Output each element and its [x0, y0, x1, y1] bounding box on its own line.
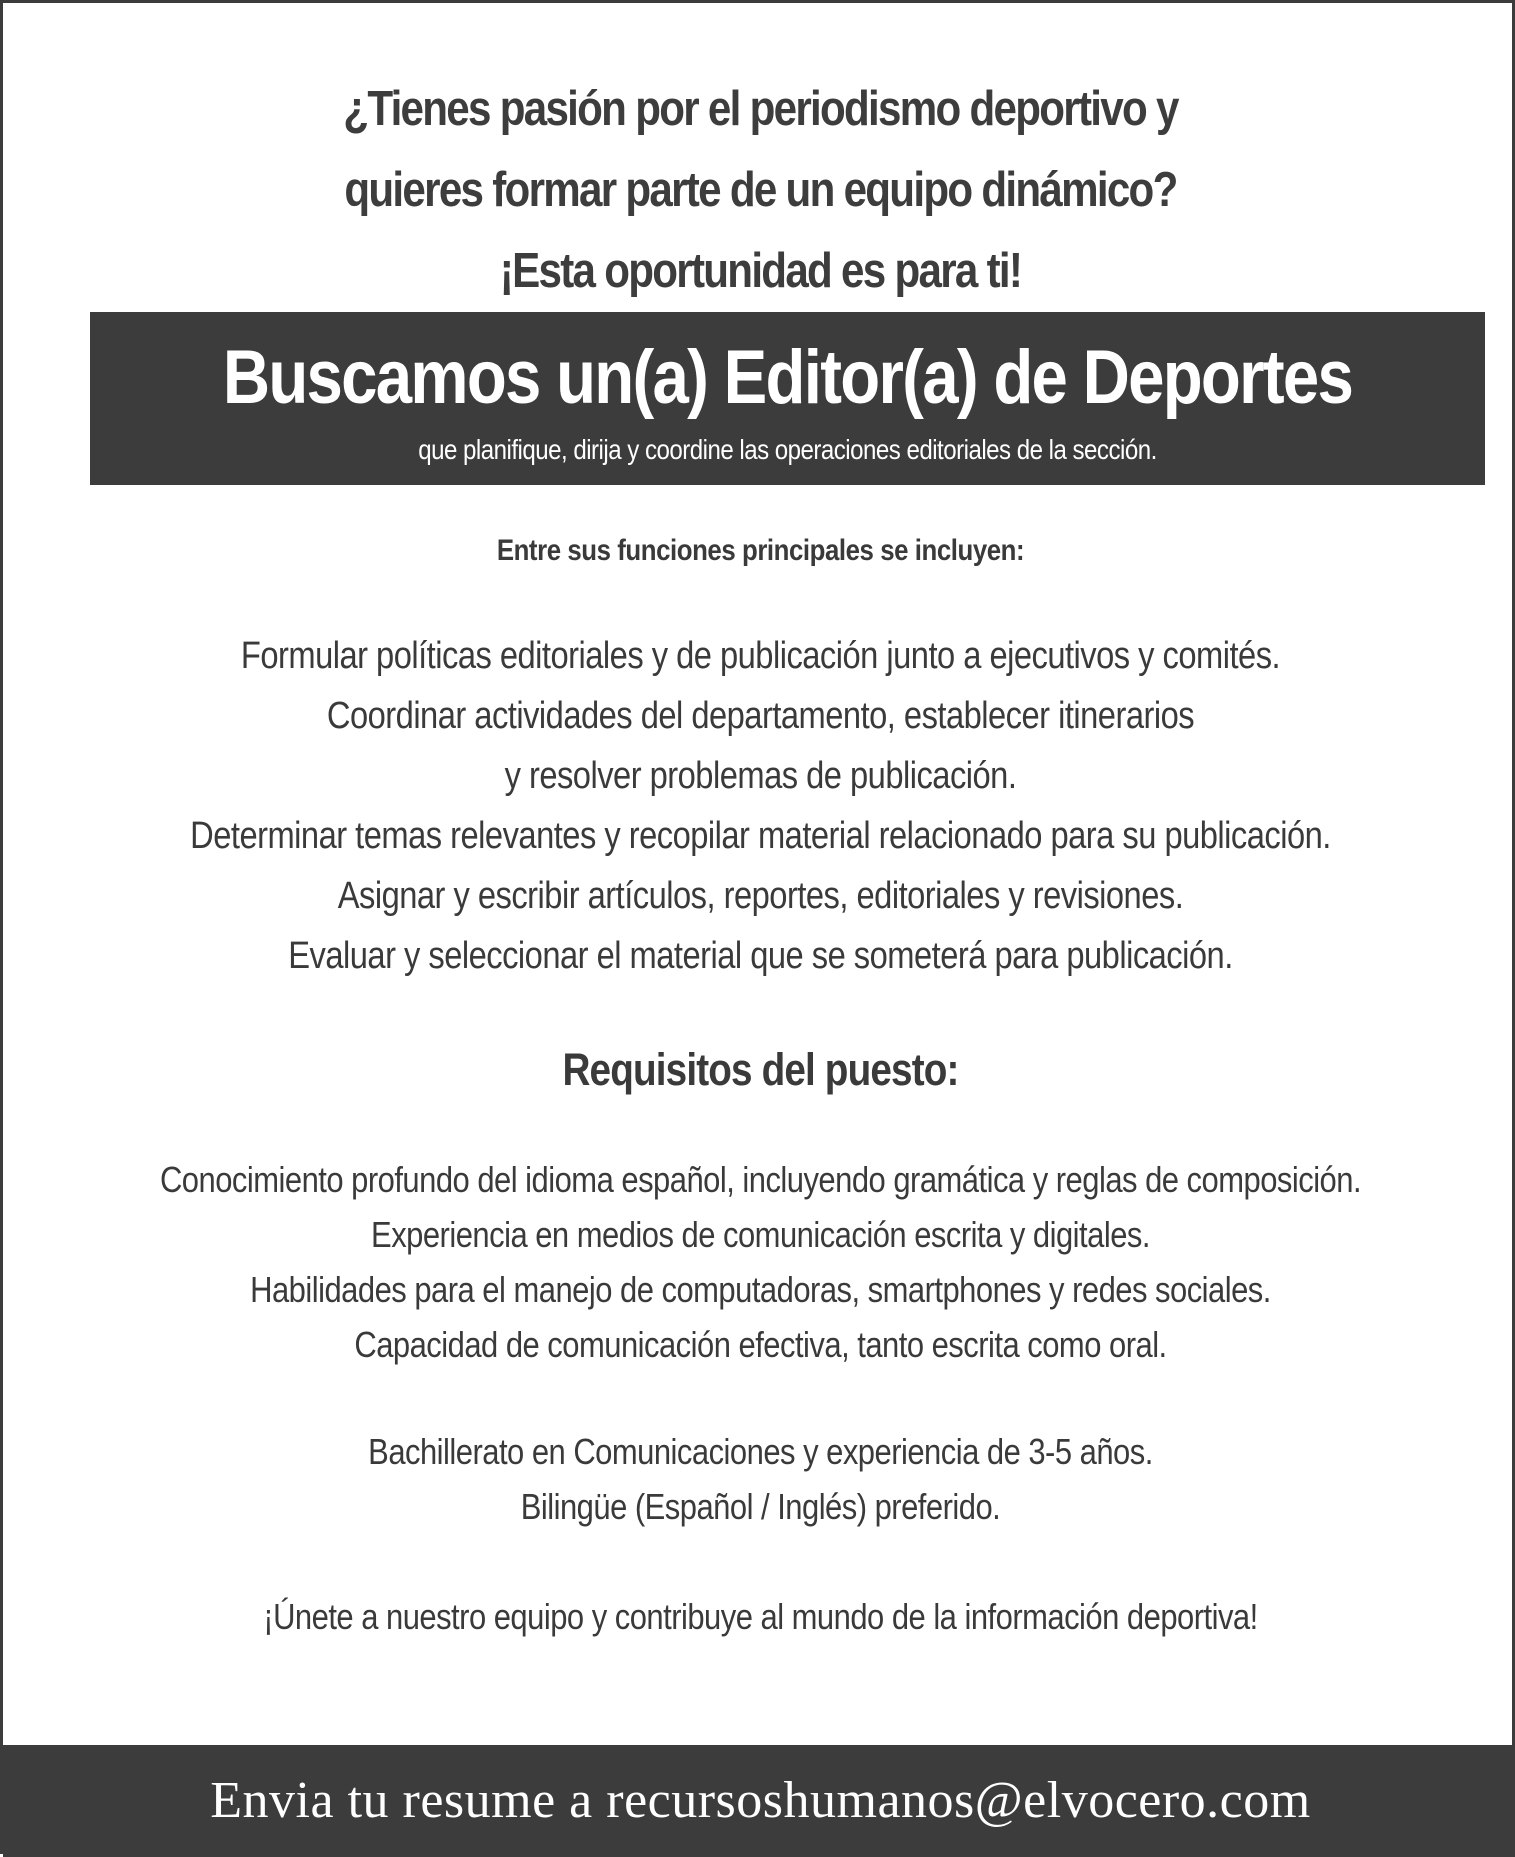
function-item: Evaluar y seleccionar el material que se someterá para publicación.	[288, 935, 1233, 977]
requirement-item: Capacidad de comunicación efectiva, tanto escrita como oral.	[354, 1324, 1167, 1365]
intro-line: ¡Esta oportunidad es para ti!	[499, 244, 1022, 298]
requirements-heading: Requisitos del puesto:	[562, 1044, 959, 1095]
functions-section	[3, 531, 1515, 571]
education-item: Bachillerato en Comunicaciones y experiencia de 3-5 años.	[368, 1431, 1153, 1472]
intro-line: quieres formar parte de un equipo dinámico?	[344, 163, 1177, 217]
job-subtitle: que planifique, dirija y coordine las operaciones editoriales de la sección.	[418, 434, 1157, 465]
functions-heading: Entre sus funciones principales se incluyen:	[496, 534, 1025, 567]
education-item: Bilingüe (Español / Inglés) preferido.	[520, 1486, 1001, 1527]
functions-list	[3, 626, 1515, 986]
closing-section	[3, 1589, 1515, 1644]
function-item: y resolver problemas de publicación.	[504, 755, 1017, 797]
contact-email-text: Envia tu resume a recursoshumanos@elvocero.com	[210, 1772, 1311, 1829]
requirement-item: Experiencia en medios de comunicación escrita y digitales.	[371, 1214, 1150, 1255]
function-item: Formular políticas editoriales y de publicación junto a ejecutivos y comités.	[240, 635, 1281, 677]
job-title-banner	[90, 312, 1485, 485]
education-list	[3, 1424, 1515, 1534]
closing-text: ¡Únete a nuestro equipo y contribuye al mundo de la información deportiva!	[263, 1596, 1258, 1637]
function-item: Coordinar actividades del departamento, establecer itinerarios	[326, 695, 1195, 737]
function-item: Asignar y escribir artículos, reportes, editoriales y revisiones.	[337, 875, 1184, 917]
contact-footer	[3, 1745, 1515, 1857]
requirement-item: Conocimiento profundo del idioma español, incluyendo gramática y reglas de composición.	[159, 1159, 1362, 1200]
intro-line: ¿Tienes pasión por el periodismo deportivo y	[343, 82, 1178, 136]
intro-question	[3, 69, 1515, 312]
requirement-item: Habilidades para el manejo de computadoras, smartphones y redes sociales.	[250, 1269, 1271, 1310]
requirements-section	[3, 1040, 1515, 1100]
function-item: Determinar temas relevantes y recopilar material relacionado para su publicación.	[190, 815, 1331, 857]
job-title: Buscamos un(a) Editor(a) de Deportes	[222, 335, 1353, 420]
requirements-list	[3, 1152, 1515, 1372]
